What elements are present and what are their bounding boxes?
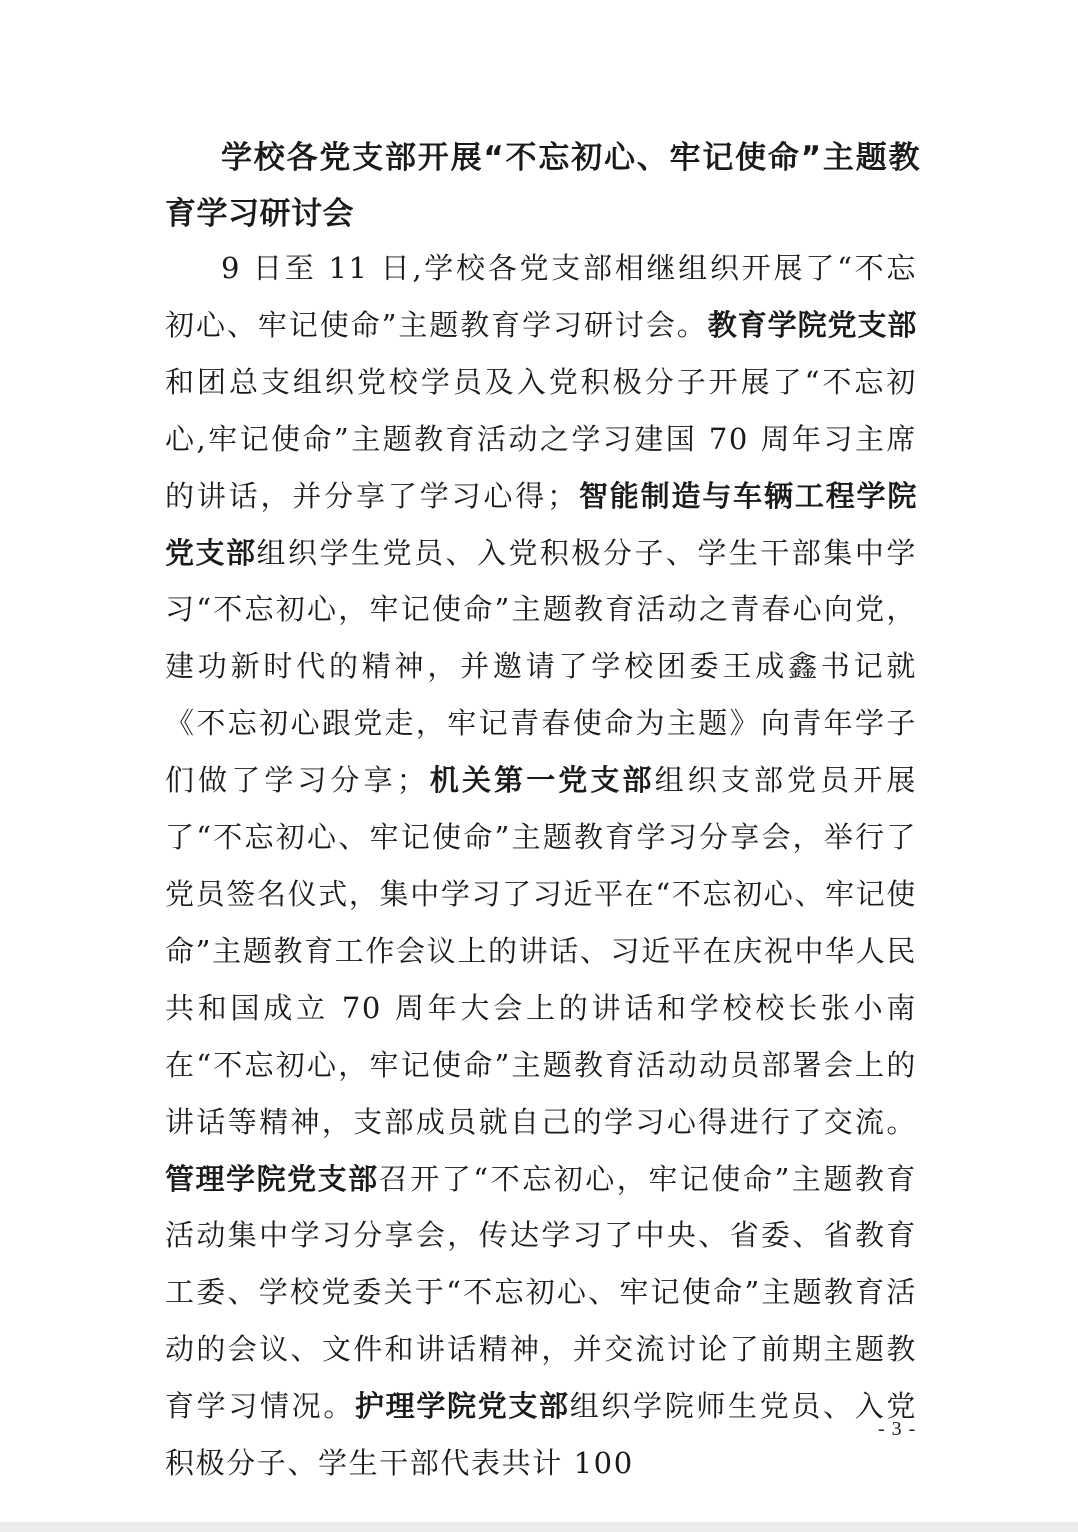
article-title: 学校各党支部开展“不忘初心、牢记使命”主题教育学习研讨会 — [165, 140, 920, 232]
page-bottom-edge — [0, 1522, 1078, 1532]
body-segment: 组织学院师生党员、入党积极分子、学生干部代表共计 100 — [165, 1389, 917, 1481]
branch-name-nursing: 护理学院党支部 — [355, 1389, 570, 1424]
body-segment: 9 日至 11 日,学校各党支部相继组织开展了“不忘初心、牢记使命”主题教育学习研讨会。 — [165, 251, 917, 342]
branch-name-administration: 机关第一党支部 — [427, 763, 655, 798]
body-segment: 召开了“不忘初心，牢记使命”主题教育活动集中学习分享会，传达学习了中央、省委、省教育工委、学校党委关于“不忘初心、牢记使命”主题教育活动的会议、文件和讲话精神，并交流讨论了前期主题教育学习情况。 — [165, 1161, 917, 1424]
article-body — [165, 240, 917, 1492]
page-number: - 3 - — [878, 1418, 917, 1440]
body-segment: 和团总支组织党校学员及入党积极分子开展了“不忘初心,牢记使命”主题教育活动之学习建国 70 周年习主席的讲话，并分享了学习心得； — [165, 364, 917, 513]
branch-name-manufacturing: 智能制造与车辆工程学院党支部 — [165, 478, 917, 570]
body-segment: 组织学生党员、入党积极分子、学生干部集中学习“不忘初心，牢记使命”主题教育活动之青春心向党，建功新时代的精神，并邀请了学校团委王成鑫书记就《不忘初心跟党走，牢记青春使命为主题》向青年学子们做了学习分享； — [165, 535, 917, 798]
branch-name-education: 教育学院党支部 — [707, 307, 917, 342]
branch-name-management: 管理学院党支部 — [165, 1161, 379, 1196]
body-segment: 组织支部党员开展了“不忘初心、牢记使命”主题教育学习分享会，举行了党员签名仪式，集中学习了习近平在“不忘初心、牢记使命”主题教育工作会议上的讲话、习近平在庆祝中华人民共和国成立 70 周年大会上的讲话和学校校长张小南在“不忘初心，牢记使命”主题教育活动动员部署会上的讲话等精神，支部成员就自己的学习心得进行了交流。 — [165, 763, 917, 1139]
